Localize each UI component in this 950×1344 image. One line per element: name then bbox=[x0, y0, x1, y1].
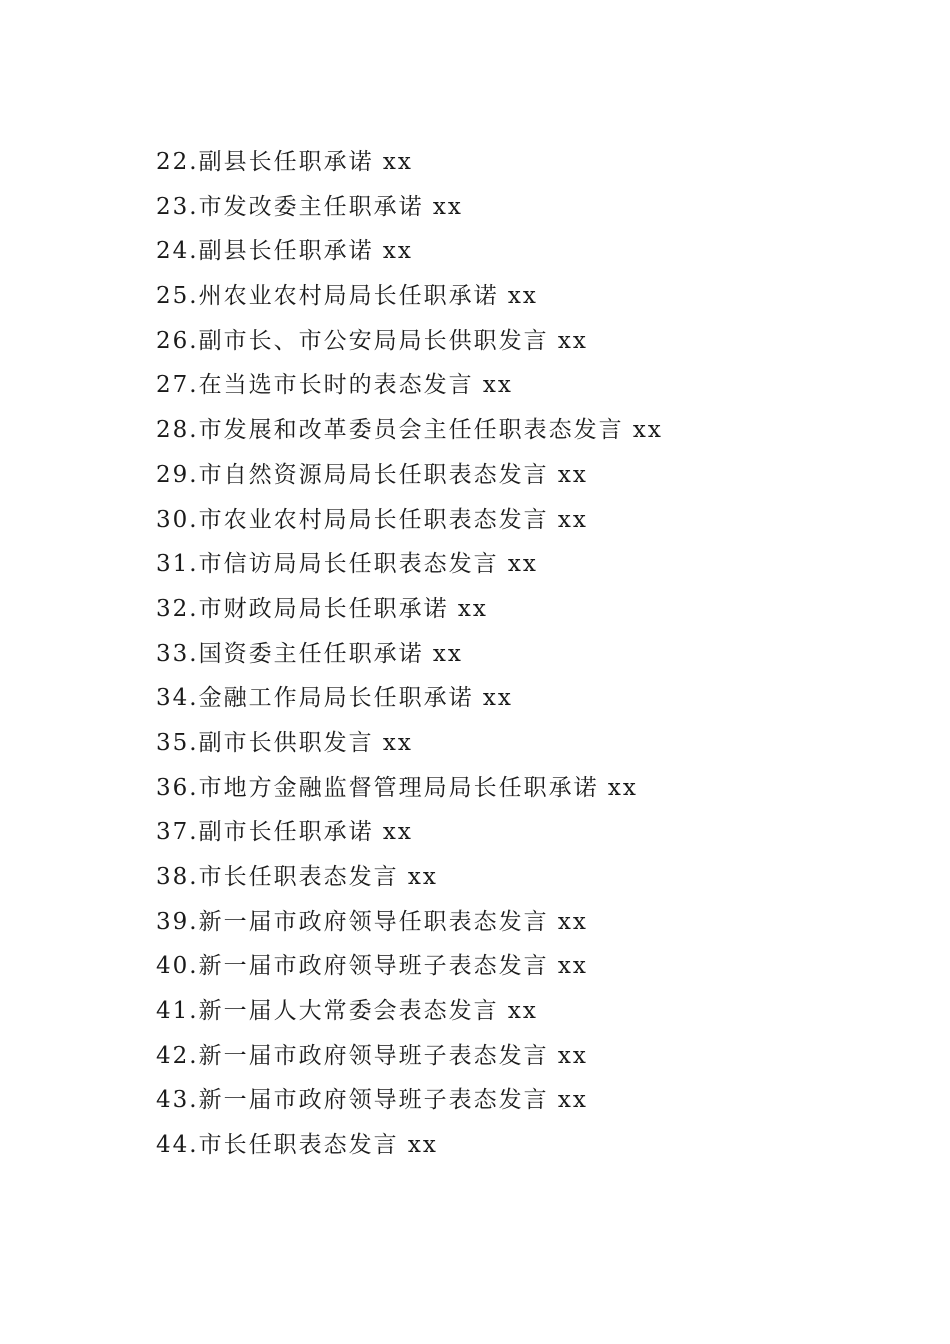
list-item: 30.市农业农村局局长任职表态发言 xx bbox=[156, 506, 588, 533]
list-item: 28.市发展和改革委员会主任任职表态发言 xx bbox=[156, 417, 663, 444]
list-item: 22.副县长任职承诺 xx bbox=[156, 149, 413, 175]
list-item: 40.新一届市政府领导班子表态发言 xx bbox=[156, 953, 588, 980]
list-item: 31.市信访局局长任职表态发言 xx bbox=[156, 551, 538, 578]
list-item: 38.市长任职表态发言 xx bbox=[156, 864, 438, 890]
list-item: 37.副市长任职承诺 xx bbox=[156, 819, 413, 846]
list-item: 29.市自然资源局局长任职表态发言 xx bbox=[156, 461, 588, 488]
list-item: 34.金融工作局局长任职承诺 xx bbox=[156, 685, 513, 712]
list-item: 44.市长任职表态发言 xx bbox=[156, 1132, 438, 1159]
list-item: 42.新一届市政府领导班子表态发言 xx bbox=[156, 1042, 588, 1069]
speech-list bbox=[156, 140, 663, 1168]
list-item: 41.新一届人大常委会表态发言 xx bbox=[156, 998, 538, 1025]
list-item: 43.新一届市政府领导班子表态发言 xx bbox=[156, 1087, 588, 1114]
list-item: 27.在当选市长时的表态发言 xx bbox=[156, 372, 513, 399]
list-item: 32.市财政局局长任职承诺 xx bbox=[156, 595, 488, 622]
list-item: 36.市地方金融监督管理局局长任职承诺 xx bbox=[156, 774, 638, 801]
list-item: 33.国资委主任任职承诺 xx bbox=[156, 640, 463, 667]
list-item: 35.副市长供职发言 xx bbox=[156, 729, 413, 756]
list-item: 23.市发改委主任职承诺 xx bbox=[156, 193, 463, 220]
list-item: 39.新一届市政府领导任职表态发言 xx bbox=[156, 908, 588, 935]
list-item: 26.副市长、市公安局局长供职发言 xx bbox=[156, 327, 588, 354]
list-item: 24.副县长任职承诺 xx bbox=[156, 238, 413, 265]
list-item: 25.州农业农村局局长任职承诺 xx bbox=[156, 283, 538, 310]
